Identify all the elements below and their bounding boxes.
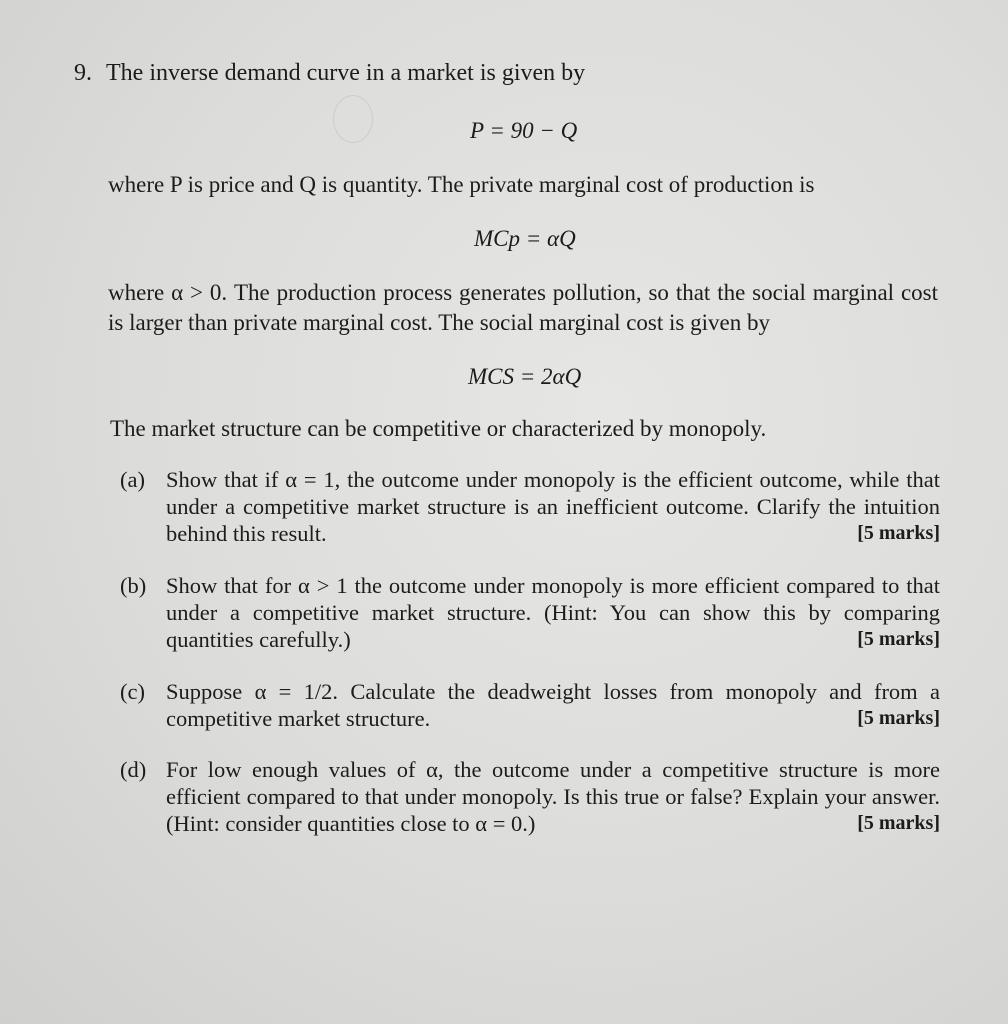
part-a-text: Show that if α = 1, the outcome under monopoly is the efficient outcome, while that under a competitive market structure is an inefficient outcome. Clarify the intuition behind this result.: [166, 467, 940, 546]
private-mc-equation: MCp = αQ: [474, 226, 576, 251]
question-number: 9.: [74, 60, 92, 86]
part-b-marks: [5 marks]: [857, 628, 940, 650]
question-intro: The inverse demand curve in a market is given by: [106, 60, 586, 86]
pollution-paragraph: where α > 0. The production process generates pollution, so that the social marginal cost is larger than private marginal cost. The social marginal cost is given by: [108, 280, 938, 335]
part-b-label: (b): [120, 573, 147, 598]
part-d-marks: [5 marks]: [857, 812, 940, 834]
part-c-marks: [5 marks]: [857, 707, 940, 729]
paper-smudge: [333, 95, 373, 143]
part-d-label: (d): [120, 757, 147, 782]
part-c: [120, 678, 940, 732]
part-a-label: (a): [120, 467, 145, 492]
part-d-text: For low enough values of α, the outcome under a competitive structure is more efficient compared to that under monopoly. Is this true or false? Explain your answer. (Hint: consider quantities close to α = 0.): [166, 757, 940, 836]
part-a-marks: [5 marks]: [857, 522, 940, 544]
part-b: [120, 572, 940, 653]
part-c-label: (c): [120, 679, 145, 704]
social-mc-equation: MCS = 2αQ: [468, 364, 582, 389]
part-c-text: Suppose α = 1/2. Calculate the deadweight losses from monopoly and from a competitive market structure.: [166, 679, 940, 731]
part-a: [120, 466, 940, 547]
demand-equation: P = 90 − Q: [470, 118, 578, 143]
part-d: [120, 756, 940, 837]
market-structure-text: The market structure can be competitive or characterized by monopoly.: [110, 416, 767, 441]
definition-text: where P is price and Q is quantity. The private marginal cost of production is: [108, 172, 815, 197]
part-b-text: Show that for α > 1 the outcome under monopoly is more efficient compared to that under a competitive market structure. (Hint: You can show this by comparing quantities carefully.): [166, 573, 940, 652]
